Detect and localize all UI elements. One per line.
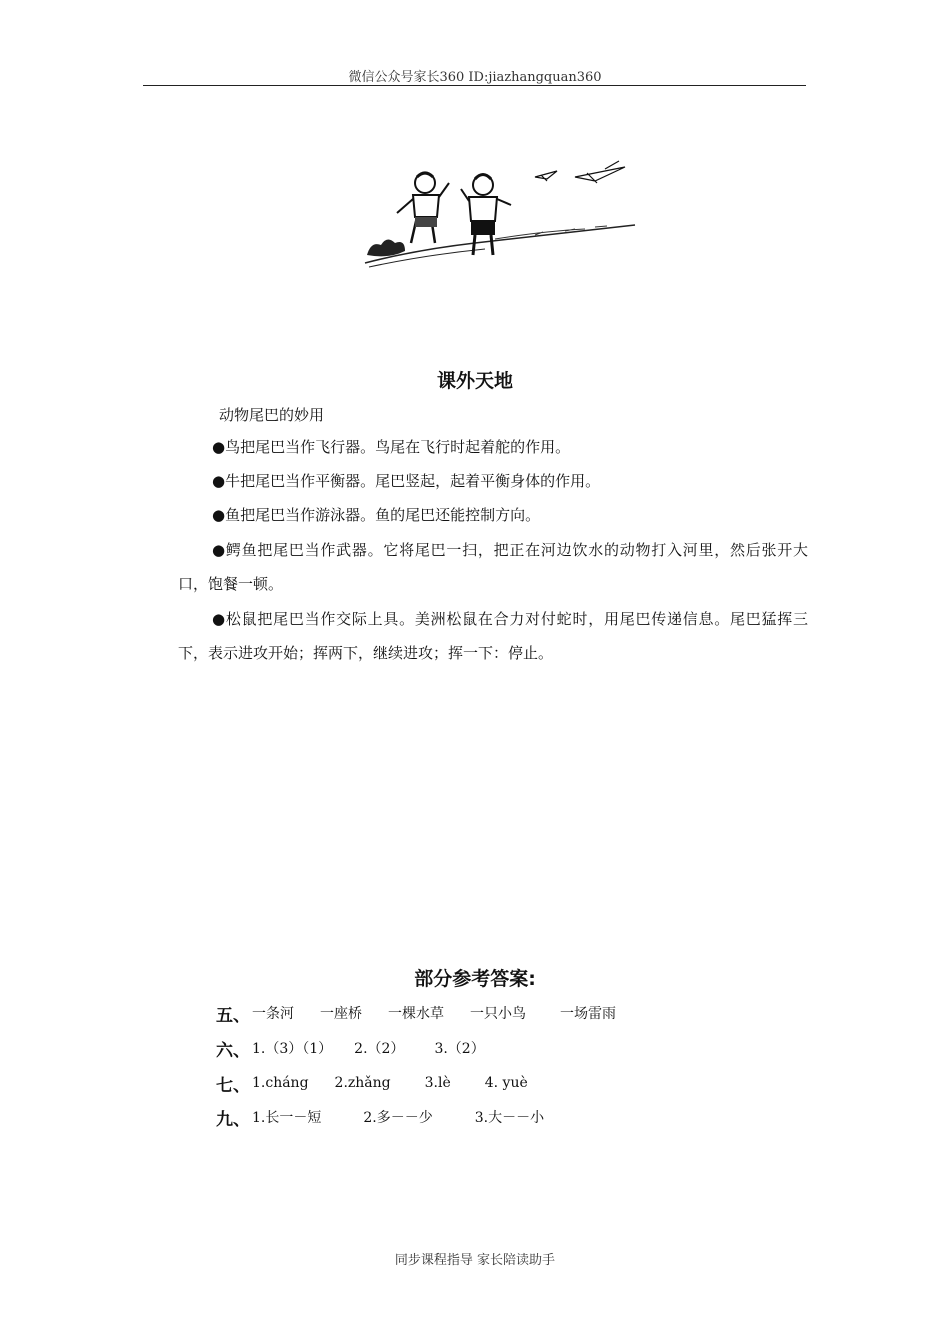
- page-footer: 同步课程指导 家长陪读助手: [394, 1253, 556, 1268]
- answer-item: 一只小鸟: [470, 1006, 526, 1022]
- answer-row-5: [216, 1000, 616, 1026]
- children-flying-paper-planes-illustration: [355, 155, 640, 275]
- answer-item: 1.长一－短: [252, 1110, 322, 1126]
- header-divider: [143, 85, 806, 86]
- answers-title: 部分参考答案:: [414, 968, 536, 990]
- answer-item: 2.（2）: [354, 1041, 405, 1057]
- answer-row-7: [216, 1070, 528, 1096]
- answer-item: 一场雷雨: [560, 1006, 616, 1022]
- answer-item: 2.多－－少: [363, 1110, 433, 1126]
- answer-number: 六、: [216, 1040, 250, 1061]
- answer-item: 3.lè: [424, 1075, 451, 1091]
- answer-row-9: [216, 1104, 544, 1130]
- answer-item: 4. yuè: [484, 1075, 528, 1091]
- paragraph: ●鳄鱼把尾巴当作武器。它将尾巴一扫，把正在河边饮水的动物打入河里，然后张开大口，饱餐一顿。: [178, 541, 808, 593]
- answer-number: 七、: [216, 1075, 250, 1096]
- paragraph: ●鱼把尾巴当作游泳器。鱼的尾巴还能控制方向。: [212, 506, 541, 524]
- answer-item: 一棵水草: [388, 1006, 444, 1022]
- paragraph: ●松鼠把尾巴当作交际上具。美洲松鼠在合力对付蛇时，用尾巴传递信息。尾巴猛挥三下，表示进攻开始；挥两下，继续进攻；挥一下：停止。: [178, 610, 808, 662]
- answer-item: 3.大－－小: [474, 1110, 545, 1126]
- paragraph: ●鸟把尾巴当作飞行器。鸟尾在飞行时起着舵的作用。: [212, 438, 571, 456]
- answer-item: 一条河: [252, 1006, 294, 1022]
- answer-number: 九、: [216, 1109, 250, 1130]
- answer-item: 1.（3）（1）: [252, 1041, 333, 1057]
- paragraph: ●牛把尾巴当作平衡器。尾巴竖起，起着平衡身体的作用。: [212, 472, 601, 490]
- answer-item: 3.（2）: [434, 1041, 485, 1057]
- answer-item: 一座桥: [320, 1006, 362, 1022]
- answer-item: 1.cháng: [252, 1075, 309, 1091]
- answer-row-6: [216, 1035, 485, 1061]
- answer-number: 五、: [216, 1005, 250, 1026]
- extra-reading-title: 课外天地: [436, 370, 513, 392]
- answer-item: 2.zhǎng: [334, 1075, 391, 1091]
- page-header: 微信公众号家长360 ID:jiazhangquan360: [348, 70, 602, 85]
- extra-reading-subtitle: 动物尾巴的妙用: [219, 406, 325, 424]
